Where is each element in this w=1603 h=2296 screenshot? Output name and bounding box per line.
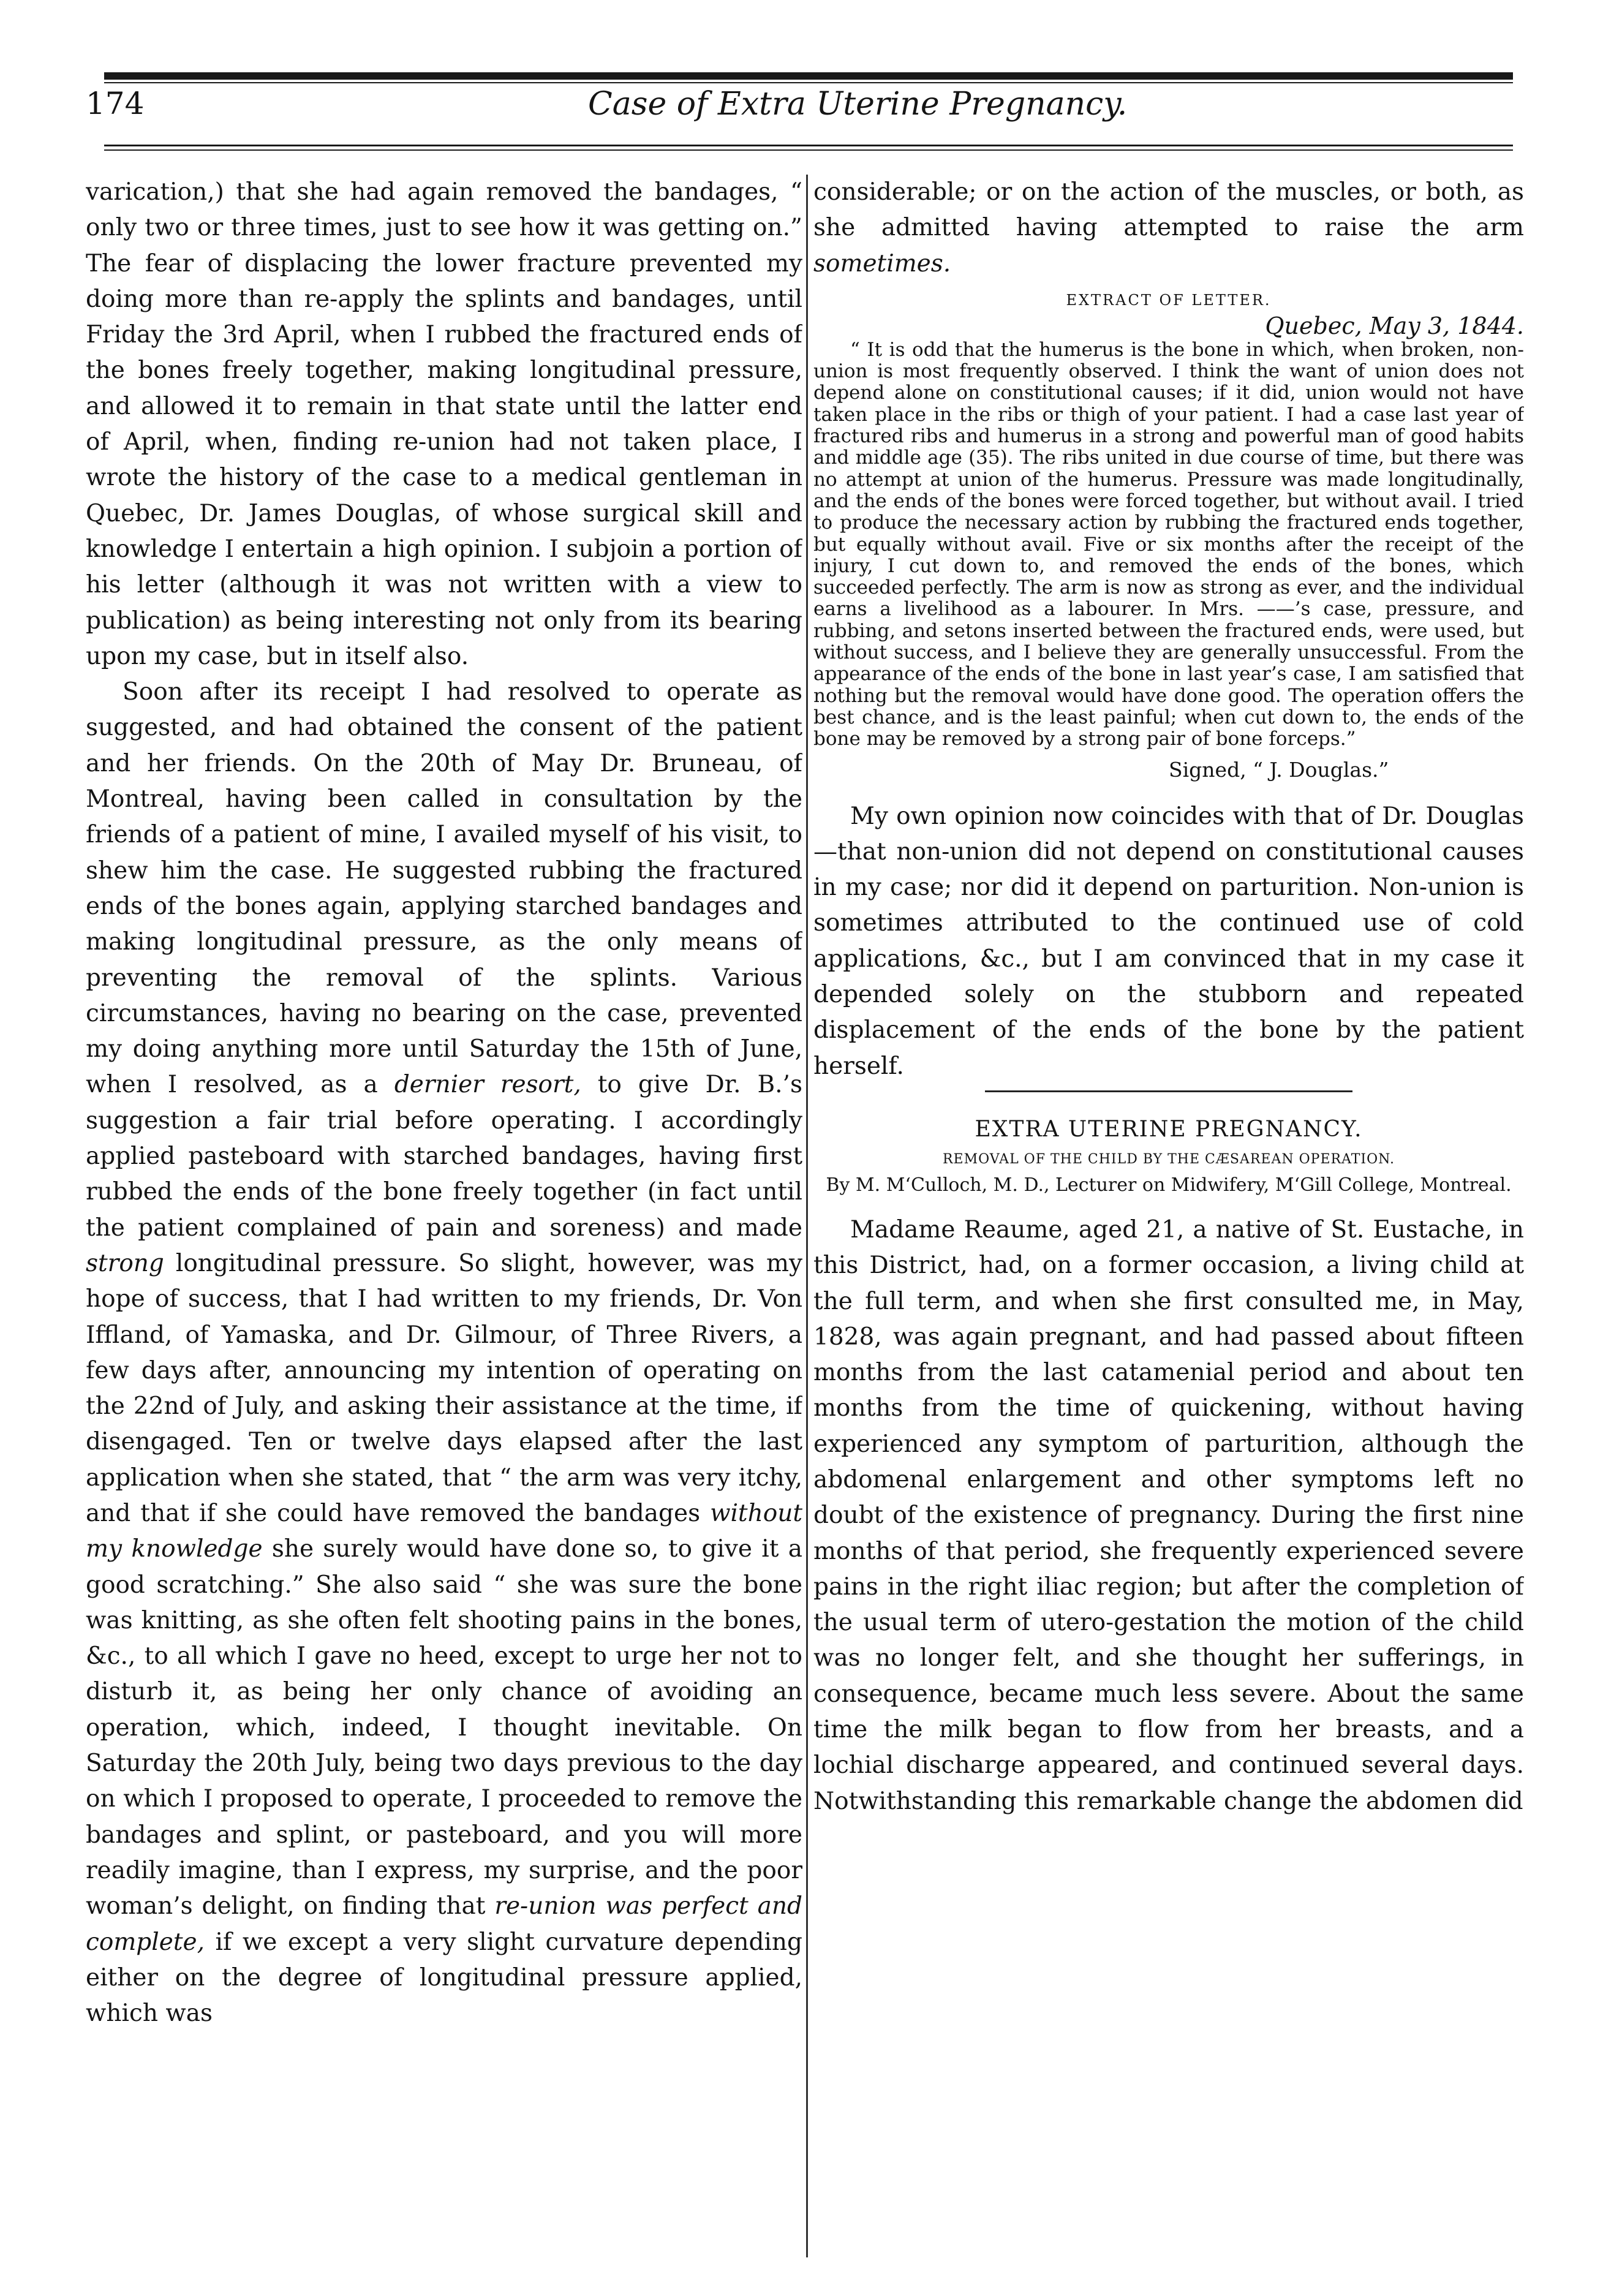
letter-dateline: Quebec, May 3, 1844. xyxy=(1265,312,1524,339)
paragraph-case-report: Madame Reaume, aged 21, a native of St. Eustache, in this District, had, on a former occasion, a living child at the full term, and when she first consulted me, in May, 1828, was again pregnant, and had passed about fifteen months from the last catamenial period and about ten months from the time of quickening, without having experienced any symptom of parturition, although the abdomenal enlargement and other symptoms left no doubt of the existence of pregnancy. During the first nine months of that period, she frequently experienced severe pains in the right iliac region; but after the completion of the usual term of utero-gestation the motion of the child was no longer felt, and she thought her sufferings, in consequence, became much less severe. About the same time the milk began to flow from her breasts, and a lochial discharge appeared, and continued several days. Notwithstanding this remarkable change the abdomen did xyxy=(813,1215,1524,1815)
article-title: EXTRA UTERINE PREGNANCY. xyxy=(975,1116,1363,1142)
emphasis-text: dernier resort, xyxy=(394,1071,581,1099)
letter-text: “ It is odd that the humerus is the bone in which, when broken, non-union is most frequently observed. I think the want of union does not depend alone on constitutional causes; if it did, union would not have taken place in the ribs or thigh of your patient. I had a case last year of fractured ribs and humerus in a strong and powerful man of good habits and middle age (35). The ribs united in due course of time, but there was no attempt at union of the humerus. Pressure was made longitudinally, and the ends of the bones were forced together, but without avail. I tried to produce the necessary action by rubbing the fractured ends together, but equally without avail. Five or six months after the receipt of the injury, I cut down to, and removed the ends of the bones, which succeeded perfectly. The arm is now as strong as ever, and the individual earns a livelihood as a labourer. In Mrs. ——’s case, pressure, and rubbing, and setons inserted between the fractured ends, were used, but without success, and I believe they are generally unsuccessful. From the appearance of the ends of the bone in last year’s case, I am satisfied that nothing but the removal would have done good. The operation offers the best chance, and is the least painful; when cut down to, the ends of the bone may be removed by a strong pair of bone forceps.” xyxy=(813,338,1524,750)
paragraph-continuation: varication,) that she had again removed the bandages, “ only two or three times, just to see how it was getting on.” The fear of displacing the lower fracture prevented my doing more than re-apply the splints and bandages, until Friday the 3rd April, when I rubbed the fractured ends of the bones freely together, making longitudinal pressure, and allowed it to remain in that state until the latter end of April, when, finding re-union had not taken place, I wrote the history of the case to a medical gentleman in Quebec, Dr. James Douglas, of whose surgical skill and knowledge I entertain a high opinion. I subjoin a portion of his letter (although it was not written with a view to publication) as being interesting not only from its bearing upon my case, but in itself also. xyxy=(86,178,802,670)
header-rule-1 xyxy=(104,145,1513,146)
extract-heading: EXTRACT OF LETTER. xyxy=(1066,291,1272,309)
header-rule-2 xyxy=(104,149,1513,151)
emphasis-text: re-union was perfect and complete, xyxy=(86,1892,802,1956)
text-run: she surely would have done so, to give it a good scratching.” She also said “ she was sure the bone was knitting, as she often felt shooting pains in the bones, &c., to all which I gave no heed, except to urge her not to disturb it, as being her only chance of avoiding an operation, which, indeed, I thought inevitable. On Saturday the 20th July, being two days previous to the day on which I proposed to operate, I proceeded to remove the bandages and splint, or pasteboard, and you will more readily imagine, than I express, my surprise, and the poor woman’s delight, on finding that xyxy=(86,1535,802,1920)
page-number: 174 xyxy=(86,86,145,121)
emphasis-text: without my knowledge xyxy=(86,1499,802,1563)
paragraph-opinion: My own opinion now coincides with that of Dr. Douglas—that non-union did not depend on constitutional causes in my case; nor did it depend on parturition. Non-union is sometimes attributed to the continued use of cold applications, &c., but I am convinced that in my case it depended solely on the stubborn and repeated displacement of the ends of the bone by the patient herself. xyxy=(813,802,1524,1080)
column-divider xyxy=(806,175,808,2257)
left-column xyxy=(86,175,802,2264)
article-byline: By M. M‘Culloch, M. D., Lecturer on Midwifery, M‘Gill College, Montreal. xyxy=(826,1174,1512,1196)
running-title: Case of Extra Uterine Pregnancy. xyxy=(588,86,1128,123)
text-run: longitudinal pressure. So slight, however, was my hope of success, that I had written to my friends, Dr. Von Iffland, of Yamaska, and Dr. Gilmour, of Three Rivers, a few days after, announcing my intention of operating on the 22nd of July, and asking their assistance at the time, if disengaged. Ten or twelve days elapsed after the last application when she stated, that “ the arm was very itchy, and that if she could have removed the bandages xyxy=(86,1249,802,1527)
article-subtitle: REMOVAL OF THE CHILD BY THE CÆSAREAN OPERATION. xyxy=(942,1151,1395,1167)
page-header xyxy=(86,86,1513,129)
text-run: Soon after its receipt I had resolved to operate as suggested, and had obtained the consent of the patient and her friends. On the 20th of May Dr. Bruneau, of Montreal, having been called in consultation by the friends of a patient of mine, I availed myself of his visit, to shew him the case. He suggested rubbing the fractured ends of the bones again, applying starched bandages and making longitudinal pressure, as the only means of preventing the removal of the splints. Various circumstances, having no bearing on the case, prevented my doing anything more until Saturday the 15th of June, when I resolved, as a xyxy=(86,678,802,1099)
text-run: if we except a very slight curvature depending either on the degree of longitudinal pressure applied, which was xyxy=(86,1928,802,2028)
section-separator xyxy=(985,1090,1352,1092)
paragraph-continuation-right xyxy=(813,175,1524,282)
emphasis-text: strong xyxy=(86,1249,164,1277)
paragraph-treatment xyxy=(86,674,802,2031)
letter-signature: Signed, “ J. Douglas.” xyxy=(1169,757,1389,782)
text-run: to give Dr. B.’s suggestion a fair trial before operating. I accordingly applied pasteboard with starched bandages, having first rubbed the ends of the bone freely together (in fact until the patient complained of pain and soreness) and made xyxy=(86,1071,802,1242)
top-thick-rule xyxy=(104,72,1513,80)
right-column xyxy=(813,175,1524,2264)
emphasis-text: sometimes. xyxy=(813,249,951,278)
text-run: considerable; or on the action of the muscles, or both, as she admitted having attempted to raise the arm xyxy=(813,178,1524,242)
top-thin-rule xyxy=(104,82,1513,83)
